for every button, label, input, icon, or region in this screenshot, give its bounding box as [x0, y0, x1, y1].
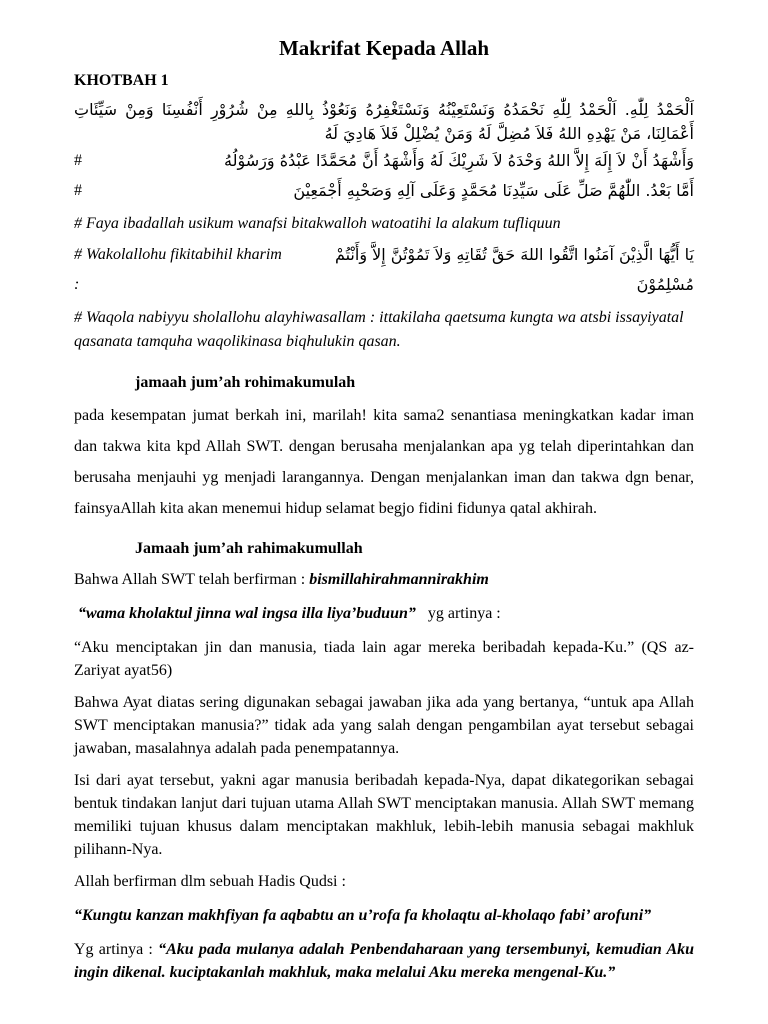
translation-paragraph: “Aku menciptakan jin dan manusia, tiada lain agar mereka beribadah kepada-Ku.” (QS az-Zariyat ayat56): [74, 639, 694, 679]
body-paragraph: Bahwa Ayat diatas sering digunakan sebagai jawaban jika ada yang bertanya, “untuk apa Allah SWT menciptakan manusia?” tidak ada yang salah dengan pengambilan ayat tersebut sebagai jawaban, masalahnya adalah pada penempatannya.: [74, 694, 694, 757]
hadis-intro: Allah berfirman dlm sebuah Hadis Qudsi :: [74, 873, 346, 890]
arabic-salawat-text: أَمَّا بَعْدُ. اللّٰهُمَّ صَلِّ عَلَى سَيِّدِنَا مُحَمَّدٍ وَعَلَى آلِهِ وَصَحْبِهِ أَجْمَعِيْنَ: [293, 181, 694, 200]
waqola-paragraph: # Waqola nabiyyu sholallohu alayhiwasallam : ittakilaha qaetsuma kungta wa atsbi issayiyatal qasanata tamquha waqolikinasa biqhulukin qasan.: [74, 309, 684, 350]
hadis-art-text: “Aku pada mulanya adalah Penbendaharaan yang tersembunyi, kemudian Aku ingin dikenal. kuciptakanlah makhluk, maka melalui Aku mereka mengenal-Ku.”: [74, 941, 695, 981]
quote-line: [74, 602, 694, 625]
wakolallohu-line: [74, 240, 694, 300]
body-paragraph: pada kesempatan jumat berkah ini, marilah! kita sama2 senantiasa meningkatkan kadar iman dan takwa kita kpd Allah SWT. dengan berusaha menjalankan apa yg telah diperintahkan dan berusaha menjauhi yg menjadi larangannya. Dengan menjalankan iman dan takwa dgn benar, fainsyaAllah kita akan menemui hidup selamat begjo fidini fidunya qatal akhirah.: [74, 407, 694, 517]
section-subheading: Jamaah jum’ah rahimakumullah: [135, 540, 363, 557]
bismillah-text: bismillahirahmannirakhim: [309, 571, 489, 588]
arabic-shahada-text: وَأَشْهَدُ أَنْ لاَ إِلَهَ إِلاَّ اللهُ وَحْدَهُ لاَ شَرِيْكَ لَهُ وَأَشْهَدُ أَنَّ مُحَمَّدًا عَبْدُهُ وَرَسُوْلُهُ: [224, 151, 694, 170]
shahada-line: [74, 146, 694, 176]
firman-line: [74, 568, 694, 591]
document-title: Makrifat Kepada Allah: [278, 36, 489, 60]
document-page: [74, 0, 694, 984]
hash-marker: #: [74, 182, 82, 199]
arabic-verse-text: يَا أَيُّهَا الَّذِيْنَ آمَنُوا اتَّقُوا اللهَ حَقَّ تُقَاتِهِ وَلاَ تَمُوْتُنَّ إِلاَّ وَأَنْتُمْ مُسْلِمُوْنَ: [334, 245, 694, 294]
hash-marker: #: [74, 152, 82, 169]
hadis-quote: “Kungtu kanzan makhfiyan fa aqbabtu an u’rofa fa kholaqtu al-kholaqo fabi’ arofuni”: [74, 907, 652, 924]
hadis-translation: [74, 938, 694, 984]
section-subheading: jamaah jum’ah rohimakumulah: [135, 374, 356, 391]
khotbah-heading: KHOTBAH 1: [74, 72, 169, 89]
arabic-opening-text: اَلْحَمْدُ لِلّٰهِ. اَلْحَمْدُ لِلّٰهِ نَحْمَدُهُ وَنَسْتَعِيْنُهُ وَنَسْتَغْفِرُهُ وَنَعُوْذُ بِاللهِ مِنْ شُرُوْرِ أَنْفُسِنَا وَمِنْ سَيِّئَاتِ أَعْمَالِنَا، مَنْ يَهْدِهِ اللهُ فَلاَ مُضِلَّ لَهُ وَمَنْ يُضْلِلْ فَلاَ هَادِيَ لَهُ: [74, 100, 694, 143]
salawat-line: [74, 176, 694, 206]
faya-line: # Faya ibadallah usikum wanafsi bitakwalloh watoatihi la alakum tufliquun: [74, 215, 561, 232]
body-paragraph: Isi dari ayat tersebut, yakni agar manusia beribadah kepada-Nya, dapat dikategorikan sebagai bentuk tindakan lanjut dari tujuan utama Allah SWT menciptakan manusia. Allah SWT memang memiliki tujuan khusus dalam menciptakan makhluk, lebih-lebih manusia sebagai makhluk pilihann-Nya.: [74, 772, 694, 858]
wakolallohu-text: # Wakolallohu fikitabihil kharim :: [74, 246, 282, 293]
hadis-art-prefix: Yg artinya :: [74, 941, 159, 958]
artinya-label: yg artinya :: [415, 605, 501, 622]
verse-quote: “wama kholaktul jinna wal ingsa illa liya’buduun”: [78, 605, 416, 622]
firman-prefix: Bahwa Allah SWT telah berfirman :: [74, 571, 310, 588]
